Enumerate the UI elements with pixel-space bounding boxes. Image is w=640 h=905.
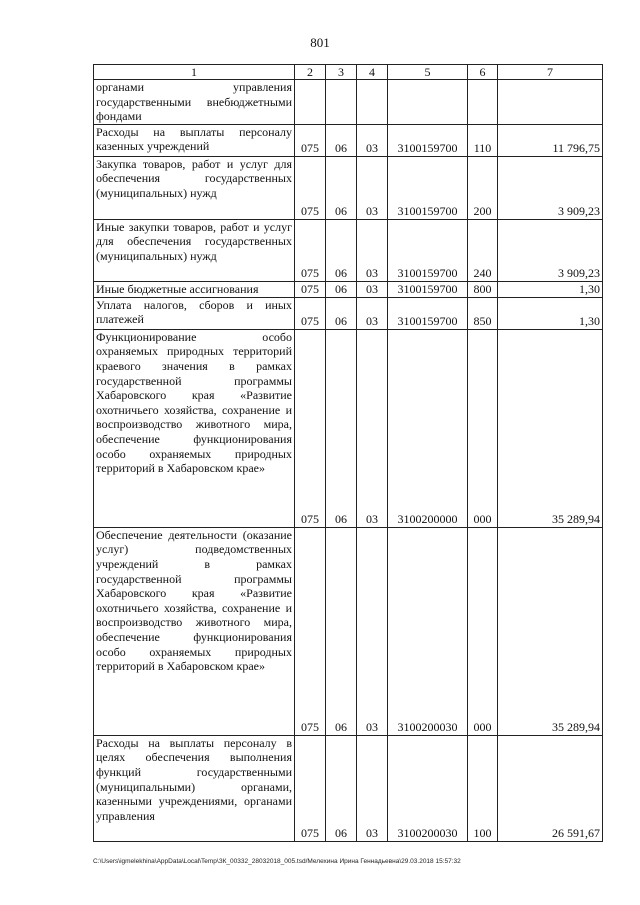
header-col-4: 4 <box>357 65 388 80</box>
table-row <box>94 297 603 329</box>
row-description: Расходы на выплаты персоналу казенных учреждений <box>94 124 295 156</box>
amount: 26 591,67 <box>498 735 603 841</box>
table-row <box>94 281 603 297</box>
row-description: органами управления государственными внебюджетными фондами <box>94 80 295 125</box>
ministry-code: 075 <box>295 297 326 329</box>
target-article-code: 3100159700 <box>388 156 468 219</box>
table-row <box>94 156 603 219</box>
subsection-code: 03 <box>357 735 388 841</box>
file-path-footer: C:\Users\igmelekhina\AppData\Local\Temp\ЗК_00332_28032018_005.tsd/Мелехина Ирина Геннадьевна\29.03.2018 15:57:32 <box>93 858 461 865</box>
subsection-code: 03 <box>357 329 388 527</box>
section-code <box>326 80 357 125</box>
section-code: 06 <box>326 281 357 297</box>
table-row <box>94 527 603 735</box>
table-header-row <box>94 65 603 80</box>
amount: 11 796,75 <box>498 124 603 156</box>
header-col-6: 6 <box>468 65 498 80</box>
row-description: Расходы на выплаты персоналу в целях обеспечения выполнения функций государственными (муниципальными) органами, казенными учреждениями, органами управления <box>94 735 295 841</box>
header-col-3: 3 <box>326 65 357 80</box>
table-row <box>94 124 603 156</box>
amount: 1,30 <box>498 297 603 329</box>
ministry-code: 075 <box>295 527 326 735</box>
target-article-code: 3100159700 <box>388 219 468 281</box>
subsection-code: 03 <box>357 219 388 281</box>
amount: 35 289,94 <box>498 329 603 527</box>
budget-table <box>93 64 603 842</box>
table-row <box>94 219 603 281</box>
target-article-code: 3100200030 <box>388 527 468 735</box>
row-description: Иные закупки товаров, работ и услуг для обеспечения государственных (муниципальных) нужд <box>94 219 295 281</box>
target-article-code: 3100200030 <box>388 735 468 841</box>
page-number: 801 <box>310 35 330 50</box>
subsection-code: 03 <box>357 281 388 297</box>
ministry-code: 075 <box>295 329 326 527</box>
ministry-code: 075 <box>295 156 326 219</box>
ministry-code: 075 <box>295 219 326 281</box>
ministry-code <box>295 80 326 125</box>
subsection-code: 03 <box>357 156 388 219</box>
table-row <box>94 735 603 841</box>
expense-type-code <box>468 80 498 125</box>
expense-type-code: 110 <box>468 124 498 156</box>
row-description: Уплата налогов, сборов и иных платежей <box>94 297 295 329</box>
row-description: Функционирование особо охраняемых природных территорий краевого значения в рамках государственной программы Хабаровского края «Развитие охотничьего хозяйства, сохранение и воспроизводство животного мира, обеспечение функционирования особо охраняемых природных территорий в Хабаровском крае» <box>94 329 295 527</box>
subsection-code <box>357 80 388 125</box>
amount <box>498 80 603 125</box>
table-row <box>94 80 603 125</box>
section-code: 06 <box>326 735 357 841</box>
row-description: Закупка товаров, работ и услуг для обеспечения государственных (муниципальных) нужд <box>94 156 295 219</box>
section-code: 06 <box>326 527 357 735</box>
target-article-code: 3100200000 <box>388 329 468 527</box>
amount: 35 289,94 <box>498 527 603 735</box>
row-description: Обеспечение деятельности (оказание услуг) подведомственных учреждений в рамках государственной программы Хабаровского края «Развитие охотничьего хозяйства, сохранение и воспроизводство животного мира, обеспечение функционирования особо охраняемых природных территорий в Хабаровском крае» <box>94 527 295 735</box>
header-col-1: 1 <box>94 65 295 80</box>
expense-type-code: 000 <box>468 329 498 527</box>
subsection-code: 03 <box>357 527 388 735</box>
amount: 3 909,23 <box>498 156 603 219</box>
subsection-code: 03 <box>357 297 388 329</box>
target-article-code: 3100159700 <box>388 124 468 156</box>
table-row <box>94 329 603 527</box>
expense-type-code: 100 <box>468 735 498 841</box>
section-code: 06 <box>326 329 357 527</box>
ministry-code: 075 <box>295 124 326 156</box>
header-col-2: 2 <box>295 65 326 80</box>
expense-type-code: 200 <box>468 156 498 219</box>
expense-type-code: 850 <box>468 297 498 329</box>
section-code: 06 <box>326 124 357 156</box>
expense-type-code: 240 <box>468 219 498 281</box>
target-article-code: 3100159700 <box>388 297 468 329</box>
ministry-code: 075 <box>295 735 326 841</box>
expense-type-code: 000 <box>468 527 498 735</box>
expense-type-code: 800 <box>468 281 498 297</box>
target-article-code: 3100159700 <box>388 281 468 297</box>
ministry-code: 075 <box>295 281 326 297</box>
header-col-7: 7 <box>498 65 603 80</box>
target-article-code <box>388 80 468 125</box>
amount: 3 909,23 <box>498 219 603 281</box>
amount: 1,30 <box>498 281 603 297</box>
header-col-5: 5 <box>388 65 468 80</box>
section-code: 06 <box>326 156 357 219</box>
row-description: Иные бюджетные ассигнования <box>94 281 295 297</box>
section-code: 06 <box>326 219 357 281</box>
subsection-code: 03 <box>357 124 388 156</box>
section-code: 06 <box>326 297 357 329</box>
